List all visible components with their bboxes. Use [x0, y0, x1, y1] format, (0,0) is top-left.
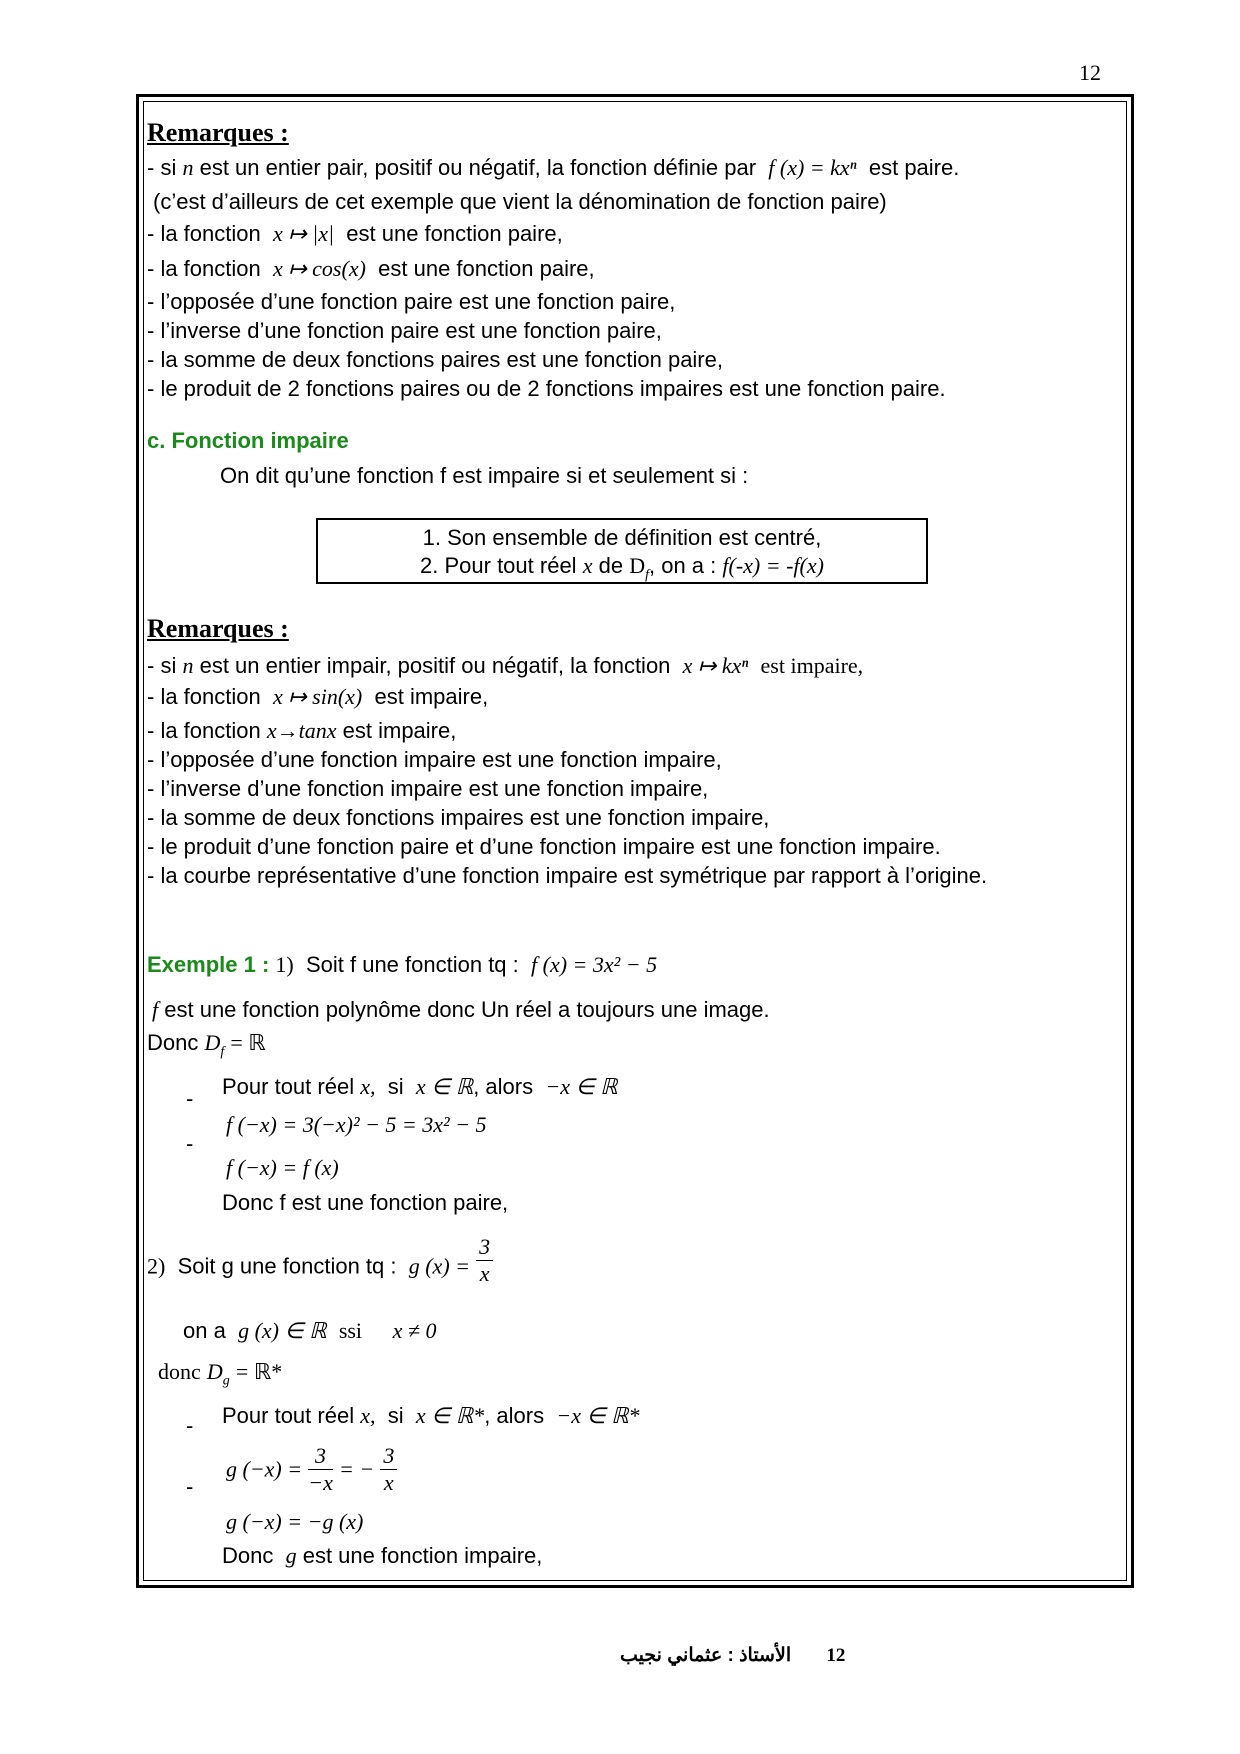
example1-step2-formula: f (−x) = 3(−x)² − 5 = 3x² − 5	[226, 1112, 487, 1137]
example1-step4: Pour tout réel x, si x ∈ ℝ*, alors −x ∈ ℝ*	[222, 1403, 640, 1428]
bullet-dash: -	[186, 1413, 194, 1438]
definition-box	[316, 518, 928, 584]
definition-cond2: 2. Pour tout réel x de $D_f$, on a : f(-x) = -f(x)	[420, 553, 824, 583]
fraction-3-over-x: $\frac{3}{x}$	[380, 1443, 397, 1496]
rem2-line5: - l’inverse d’une fonction impaire est une fonction impaire,	[147, 776, 709, 801]
example1-conclusion2: Donc g est une fonction impaire,	[222, 1543, 543, 1568]
example1-step6-formula: g (−x) = −g (x)	[226, 1509, 364, 1534]
rem1-line3: - la fonction x ↦ |x| est une fonction paire,	[147, 221, 563, 246]
rem2-line1: - si n est un entier impair, positif ou négatif, la fonction x ↦ kxⁿ est impaire,	[147, 653, 864, 678]
odd-function-intro: On dit qu’une fonction f est impaire si et seulement si :	[220, 463, 749, 488]
example1-polynomial-line: f est une fonction polynôme donc Un réel a toujours une image.	[152, 997, 770, 1022]
rem2-line8: - la courbe représentative d’une fonction impaire est symétrique par rapport à l’origine.	[147, 863, 988, 888]
example1-step3-formula: f (−x) = f (x)	[226, 1155, 339, 1180]
footer-author: الأستاذ : عثماني نجيب	[620, 1645, 792, 1666]
rem2-line4: - l’opposée d’une fonction impaire est une fonction impaire,	[147, 747, 722, 772]
footer-page-number: 12	[826, 1645, 846, 1666]
rem2-line3: - la fonction x→tanx est impaire,	[147, 718, 457, 743]
rem1-line1: - si n est un entier pair, positif ou négatif, la fonction définie par f (x) = kxⁿ est paire.	[147, 155, 960, 180]
fraction-3-over-minus-x: $\frac{3}{-x}$	[308, 1443, 333, 1495]
rem2-line7: - le produit d’une fonction paire et d’une fonction impaire est une fonction impaire.	[147, 834, 941, 859]
rem1-line5: - l’opposée d’une fonction paire est une fonction paire,	[147, 289, 676, 314]
rem1-line6: - l’inverse d’une fonction paire est une fonction paire,	[147, 318, 662, 343]
example1-step5-formula: g (−x) = $\frac{3}{-x}$ = − $\frac{3}{x}$	[226, 1443, 397, 1503]
example1-domain-g: donc $D_g$ = ℝ*	[158, 1359, 283, 1389]
bullet-dash: -	[186, 1131, 194, 1156]
bullet-dash: -	[186, 1474, 194, 1499]
example1-domain-f: Donc $D_f$ = ℝ	[147, 1030, 266, 1060]
rem1-line8: - le produit de 2 fonctions paires ou de 2 fonctions impaires est une fonction paire.	[147, 376, 946, 401]
remarks-title-odd: Remarques :	[147, 614, 289, 643]
example1-ona-line: on a g (x) ∈ ℝ ssi x ≠ 0	[183, 1318, 437, 1343]
section-heading-odd-function: c. Fonction impaire	[147, 428, 349, 453]
example1-line: Exemple 1 : 1) Soit f une fonction tq : f (x) = 3x² − 5	[147, 952, 658, 977]
rem2-line6: - la somme de deux fonctions impaires est une fonction impaire,	[147, 805, 770, 830]
example1-part2: 2) Soit g une fonction tq : g (x) = $\frac{3}{x}$	[147, 1248, 493, 1287]
rem1-line7: - la somme de deux fonctions paires est une fonction paire,	[147, 347, 723, 372]
definition-cond1: 1. Son ensemble de définition est centré,	[422, 525, 822, 550]
bullet-dash: -	[186, 1086, 194, 1111]
rem1-line2: (c’est d’ailleurs de cet exemple que vient la dénomination de fonction paire)	[153, 189, 887, 214]
fraction-3-over-x: $\frac{3}{x}$	[476, 1234, 493, 1287]
example1-conclusion1: Donc f est une fonction paire,	[222, 1190, 509, 1215]
rem1-line4: - la fonction x ↦ cos(x) est une fonction paire,	[147, 256, 595, 281]
example1-step1: Pour tout réel x, si x ∈ ℝ, alors −x ∈ ℝ	[222, 1074, 618, 1099]
remarks-title-even: Remarques :	[147, 118, 289, 147]
page-number: 12	[1079, 60, 1101, 85]
footer	[620, 1644, 845, 1667]
rem2-line2: - la fonction x ↦ sin(x) est impaire,	[147, 684, 489, 709]
